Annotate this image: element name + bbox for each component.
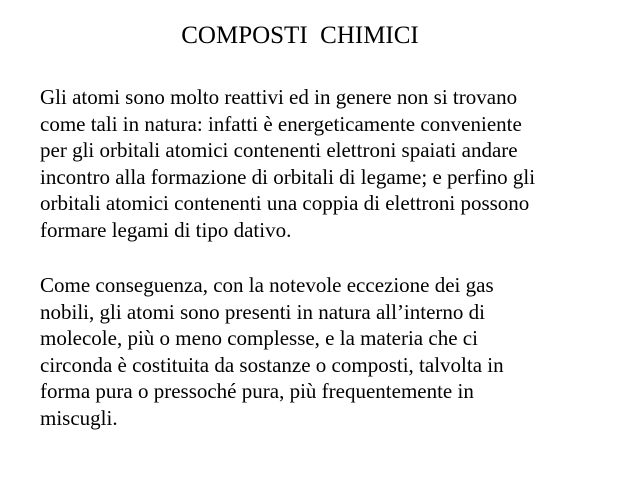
paragraph-molecules-compounds xyxy=(40,272,620,431)
paragraph-line: come tali in natura: infatti è energeticamente conveniente xyxy=(40,111,522,136)
paragraph-line: orbitali atomici contenenti una coppia di elettroni possono xyxy=(40,191,530,215)
paragraph-line: Come conseguenza, con la notevole eccezione dei gas xyxy=(40,273,494,297)
paragraph-line: per gli orbitali atomici contenenti elettroni spaiati andare xyxy=(40,138,518,162)
paragraph-line: incontro alla formazione di orbitali di legame; e perfino gli xyxy=(40,164,536,189)
paragraph-line: formare legami di tipo dativo. xyxy=(40,217,292,242)
paragraph-line: forma pura o pressoché pura, più frequentemente in xyxy=(40,379,474,403)
paragraph-line: nobili, gli atomi sono presenti in natura all’interno di xyxy=(40,299,485,324)
paragraph-line: circonda è costituita da sostanze o composti, talvolta in xyxy=(40,352,504,377)
paragraph-atoms-reactivity xyxy=(40,84,620,243)
paragraph-line: molecole, più o meno complesse, e la materia che ci xyxy=(40,326,478,350)
paragraph-line: Gli atomi sono molto reattivi ed in genere non si trovano xyxy=(40,85,518,109)
paragraph-line: miscugli. xyxy=(40,405,118,430)
slide-title: COMPOSTI CHIMICI xyxy=(181,22,419,49)
